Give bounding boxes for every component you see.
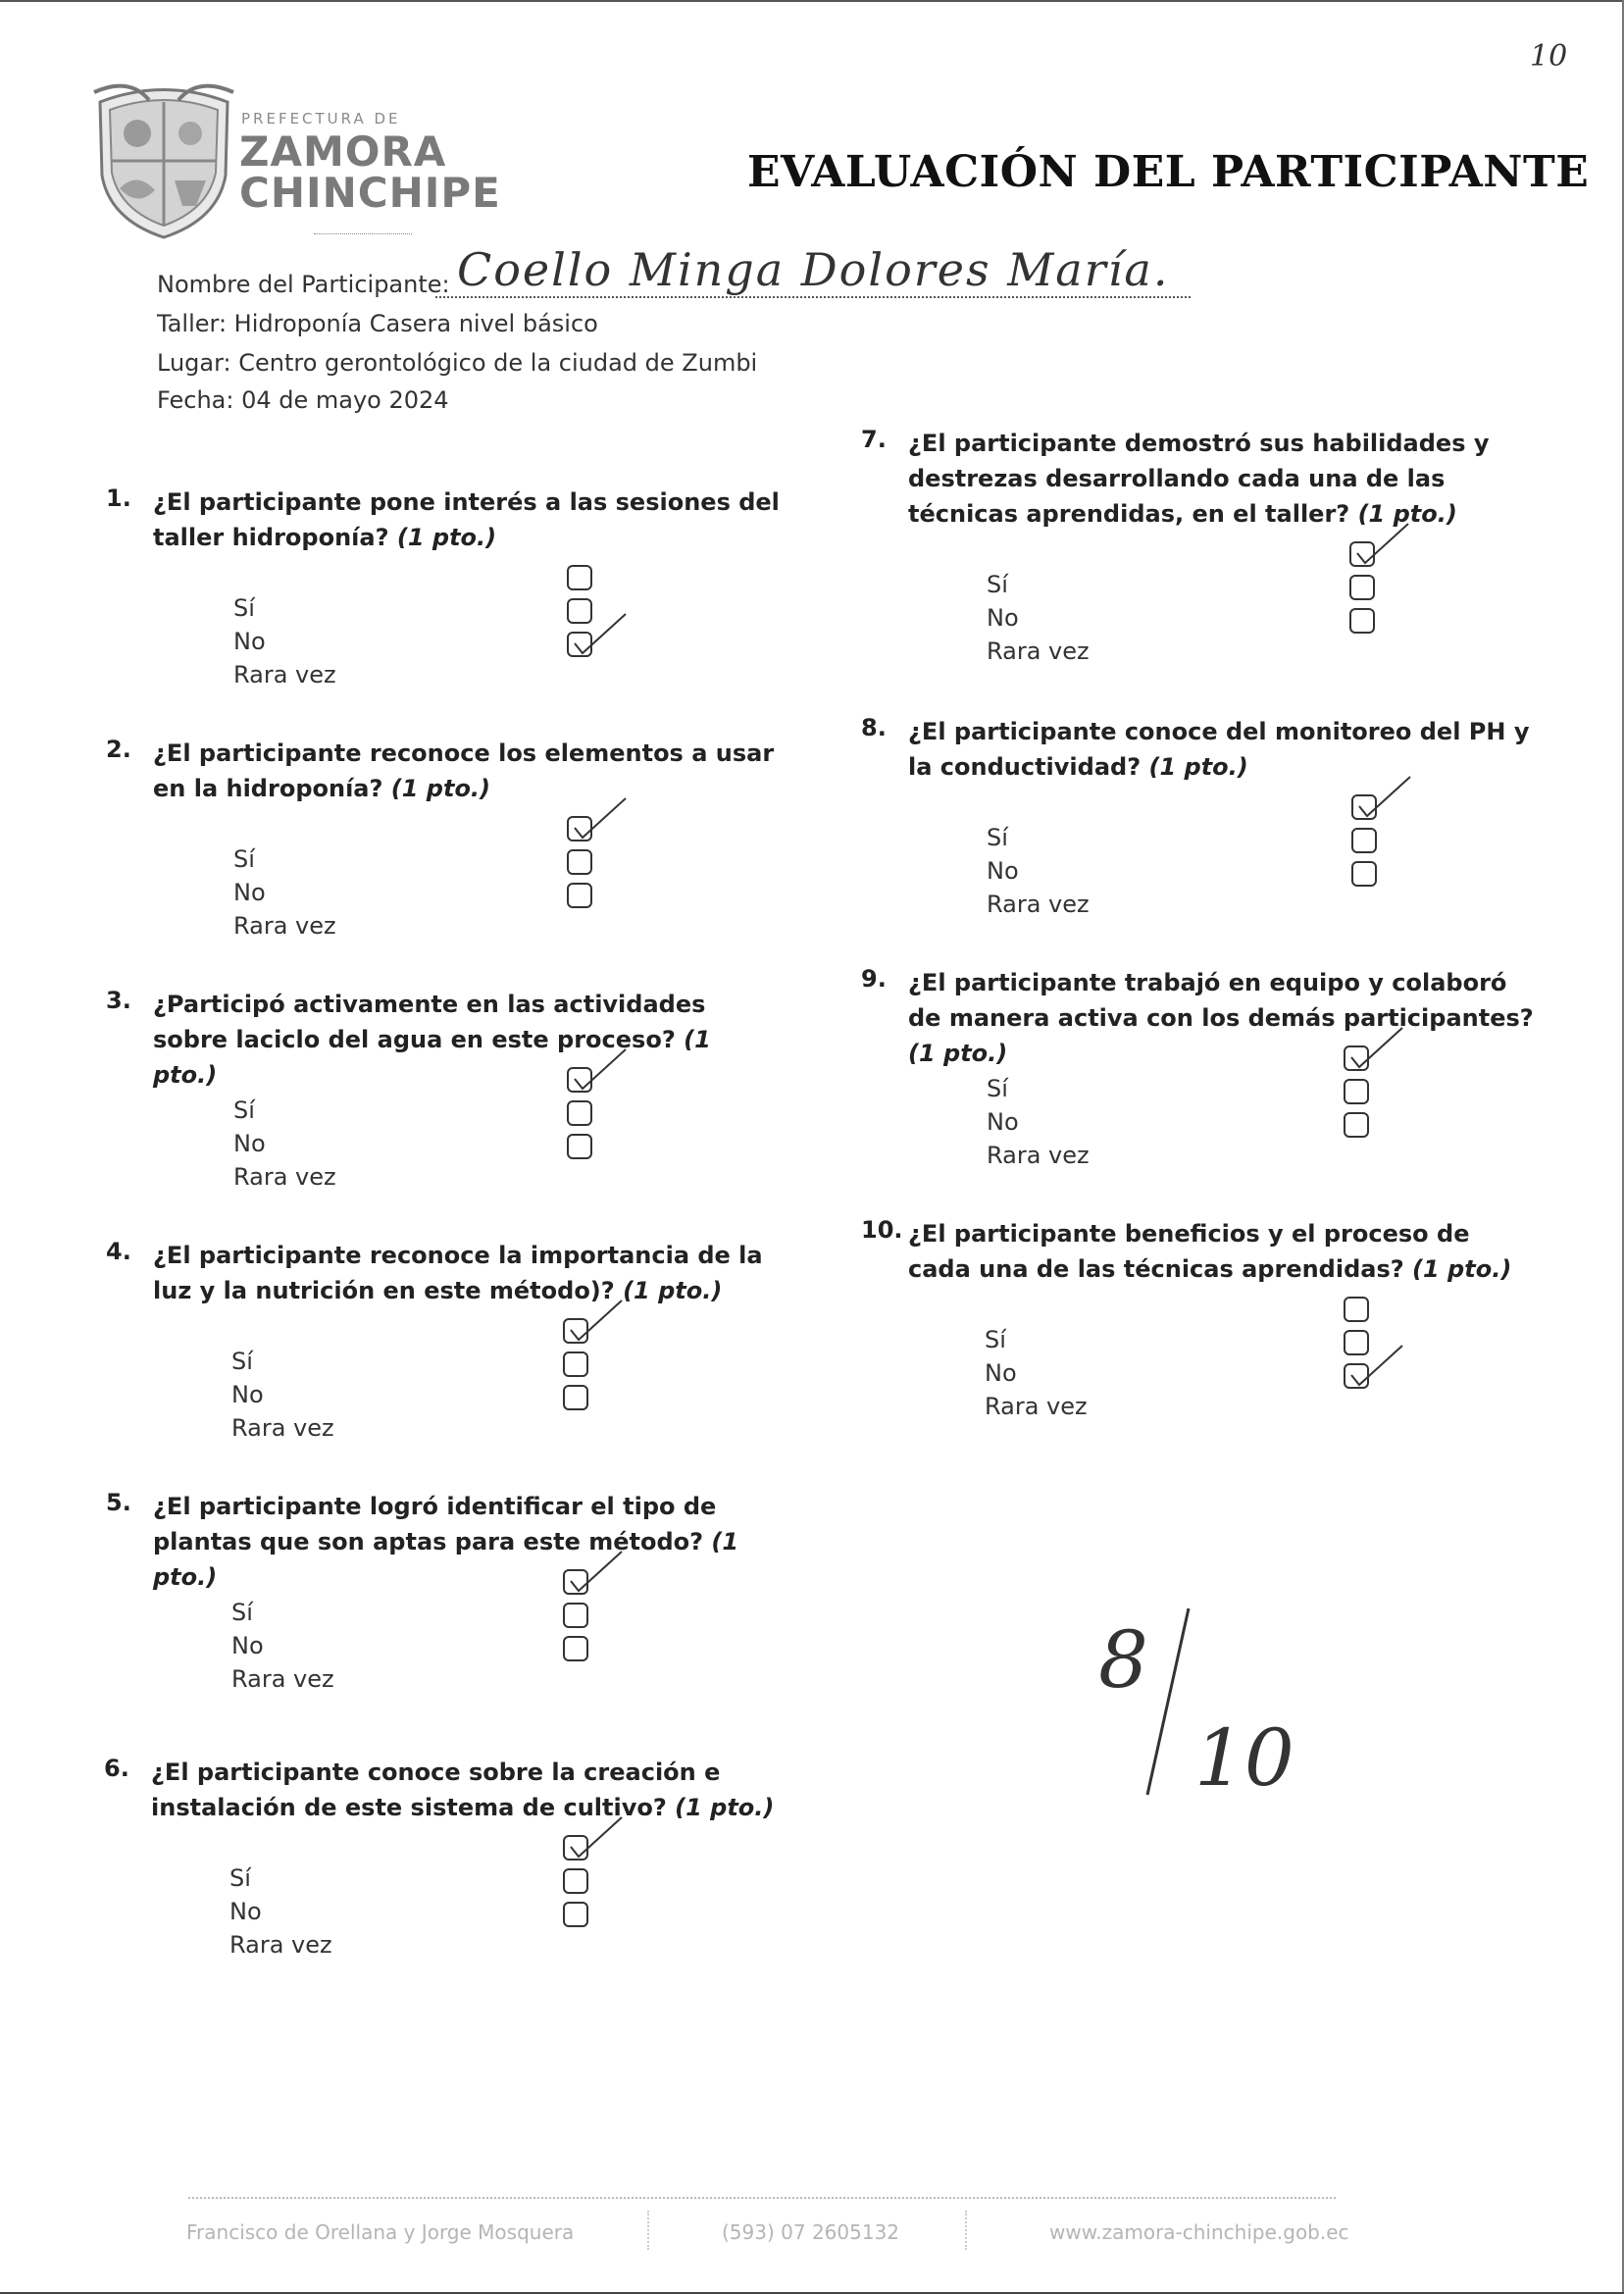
question-points: (1 pto.) xyxy=(623,1277,723,1304)
checkmark-icon xyxy=(571,610,630,659)
question-number: 2. xyxy=(106,736,131,763)
question-points: (1 pto.) xyxy=(153,1026,711,1089)
option-label-no: No xyxy=(233,628,266,655)
checkmark-icon xyxy=(1347,1024,1406,1073)
page-edge-top xyxy=(0,0,1624,2)
score-denominator: 10 xyxy=(1194,1712,1294,1804)
place-line: Lugar: Centro gerontológico de la ciudad de Zumbi xyxy=(157,349,758,377)
question-number: 4. xyxy=(106,1238,131,1265)
checkbox-no[interactable] xyxy=(567,849,592,875)
question-number: 9. xyxy=(861,965,887,993)
question-number: 1. xyxy=(106,484,131,512)
workshop-line: Taller: Hidroponía Casera nivel básico xyxy=(157,310,598,337)
checkbox-no[interactable] xyxy=(1344,1079,1369,1104)
question-text: ¿El participante reconoce los elementos a usar en la hidroponía? (1 pto.) xyxy=(153,739,775,802)
question-number: 8. xyxy=(861,714,887,741)
question-points: (1 pto.) xyxy=(1148,753,1248,781)
checkbox-rara-vez[interactable] xyxy=(567,883,592,908)
question-text: ¿El participante pone interés a las sesiones del taller hidroponía? (1 pto.) xyxy=(153,488,780,551)
option-label-si: Sí xyxy=(985,1326,1006,1353)
option-label-no: No xyxy=(233,879,266,906)
checkmark-icon xyxy=(1353,520,1412,569)
question-text: ¿El participante beneficios y el proceso de cada una de las técnicas aprendidas? (1 pto.) xyxy=(908,1220,1512,1283)
option-label-no: No xyxy=(231,1632,264,1659)
option-label-si: Sí xyxy=(233,594,255,622)
checkbox-no[interactable] xyxy=(563,1868,588,1894)
option-label-rara-vez: Rara vez xyxy=(985,1393,1088,1420)
checkbox-rara-vez[interactable] xyxy=(563,1636,588,1661)
footer-separator xyxy=(965,2211,973,2250)
question-text: ¿El participante conoce sobre la creación e instalación de este sistema de cultivo? (1 pto.) xyxy=(151,1759,775,1821)
option-label-no: No xyxy=(231,1381,264,1408)
checkbox-si[interactable] xyxy=(567,565,592,590)
checkbox-no[interactable] xyxy=(1351,828,1377,853)
logo-prefix: PREFECTURA DE xyxy=(241,110,401,127)
participant-name-handwritten: Coello Minga Dolores María. xyxy=(457,243,1170,296)
option-label-rara-vez: Rara vez xyxy=(231,1414,334,1442)
checkbox-rara-vez[interactable] xyxy=(563,1385,588,1410)
logo-underline xyxy=(314,233,412,235)
checkmark-icon xyxy=(1347,1342,1406,1391)
checkbox-rara-vez[interactable] xyxy=(1351,861,1377,887)
option-label-rara-vez: Rara vez xyxy=(229,1931,332,1959)
option-label-rara-vez: Rara vez xyxy=(987,891,1090,918)
logo-word-zamora: ZAMORA xyxy=(239,127,447,176)
checkbox-rara-vez[interactable] xyxy=(1344,1112,1369,1138)
checkmark-icon xyxy=(567,1297,626,1346)
option-label-no: No xyxy=(233,1130,266,1157)
footer-separator xyxy=(647,2211,655,2250)
option-label-si: Sí xyxy=(229,1864,251,1892)
footer-phone: (593) 07 2605132 xyxy=(722,2220,900,2244)
question-text: ¿Participó activamente en las actividades sobre laciclo del agua en este proceso? (1 pto.) xyxy=(153,991,711,1089)
score-numerator: 8 xyxy=(1098,1614,1148,1706)
footer-divider xyxy=(188,2197,1336,2199)
option-label-rara-vez: Rara vez xyxy=(233,1163,336,1191)
option-label-no: No xyxy=(987,1108,1019,1136)
question-number: 6. xyxy=(104,1755,129,1782)
question-points: (1 pto.) xyxy=(1357,500,1457,528)
checkmark-icon xyxy=(1355,773,1414,822)
name-dotted-line xyxy=(435,296,1191,298)
option-label-si: Sí xyxy=(987,824,1008,851)
handwritten-score xyxy=(1079,1579,1314,1834)
question-number: 5. xyxy=(106,1489,131,1516)
option-label-si: Sí xyxy=(987,571,1008,598)
option-label-si: Sí xyxy=(231,1599,253,1626)
question-number: 10. xyxy=(861,1216,903,1244)
logo-word-chinchipe: CHINCHIPE xyxy=(239,169,501,217)
question-points: (1 pto.) xyxy=(153,1528,739,1591)
participant-name-label: Nombre del Participante: xyxy=(157,271,450,298)
question-text: ¿El participante demostró sus habilidades y destrezas desarrollando cada una de las técnicas aprendidas, en el taller? (1 pto.) xyxy=(908,430,1490,528)
question-points: (1 pto.) xyxy=(390,775,491,802)
option-label-no: No xyxy=(987,604,1019,632)
option-label-rara-vez: Rara vez xyxy=(987,637,1090,665)
question-points: (1 pto.) xyxy=(908,1040,1008,1067)
option-label-si: Sí xyxy=(987,1075,1008,1102)
checkbox-rara-vez[interactable] xyxy=(1349,608,1375,634)
question-text: ¿El participante conoce del monitoreo del PH y la conductividad? (1 pto.) xyxy=(908,718,1530,781)
question-number: 7. xyxy=(861,426,887,453)
option-label-rara-vez: Rara vez xyxy=(987,1142,1090,1169)
question-points: (1 pto.) xyxy=(1412,1255,1512,1283)
date-line: Fecha: 04 de mayo 2024 xyxy=(157,386,449,414)
option-label-rara-vez: Rara vez xyxy=(233,661,336,688)
checkmark-icon xyxy=(571,794,630,843)
option-label-no: No xyxy=(985,1359,1017,1387)
checkmark-icon xyxy=(567,1813,626,1862)
question-text: ¿El participante reconoce la importancia de la luz y la nutrición en este método)? (1 pto.) xyxy=(153,1242,763,1304)
question-number: 3. xyxy=(106,987,131,1014)
checkmark-icon xyxy=(571,1045,630,1095)
checkbox-no[interactable] xyxy=(567,1100,592,1126)
option-label-si: Sí xyxy=(233,845,255,873)
score-slash xyxy=(1147,1608,1189,1795)
question-points: (1 pto.) xyxy=(396,524,497,551)
prefectura-shield-logo xyxy=(90,82,237,239)
footer-address: Francisco de Orellana y Jorge Mosquera xyxy=(186,2220,575,2244)
option-label-no: No xyxy=(229,1898,262,1925)
footer-website: www.zamora-chinchipe.gob.ec xyxy=(1049,2220,1349,2244)
checkbox-rara-vez[interactable] xyxy=(567,1134,592,1159)
checkbox-rara-vez[interactable] xyxy=(563,1902,588,1927)
option-label-si: Sí xyxy=(233,1096,255,1124)
page-number: 10 xyxy=(1530,39,1568,74)
question-text: ¿El participante trabajó en equipo y colaboró de manera activa con los demás participantes? (1 pto.) xyxy=(908,969,1534,1067)
checkbox-no[interactable] xyxy=(563,1351,588,1377)
checkbox-no[interactable] xyxy=(563,1603,588,1628)
checkbox-si[interactable] xyxy=(1344,1297,1369,1322)
checkmark-icon xyxy=(567,1548,626,1597)
option-label-no: No xyxy=(987,857,1019,885)
option-label-rara-vez: Rara vez xyxy=(233,912,336,940)
question-text: ¿El participante logró identificar el tipo de plantas que son aptas para este método? (1 pto.) xyxy=(153,1493,739,1591)
option-label-si: Sí xyxy=(231,1348,253,1375)
option-label-rara-vez: Rara vez xyxy=(231,1665,334,1693)
checkbox-no[interactable] xyxy=(1349,575,1375,600)
question-points: (1 pto.) xyxy=(675,1794,775,1821)
document-title: EVALUACIÓN DEL PARTICIPANTE xyxy=(747,147,1590,197)
